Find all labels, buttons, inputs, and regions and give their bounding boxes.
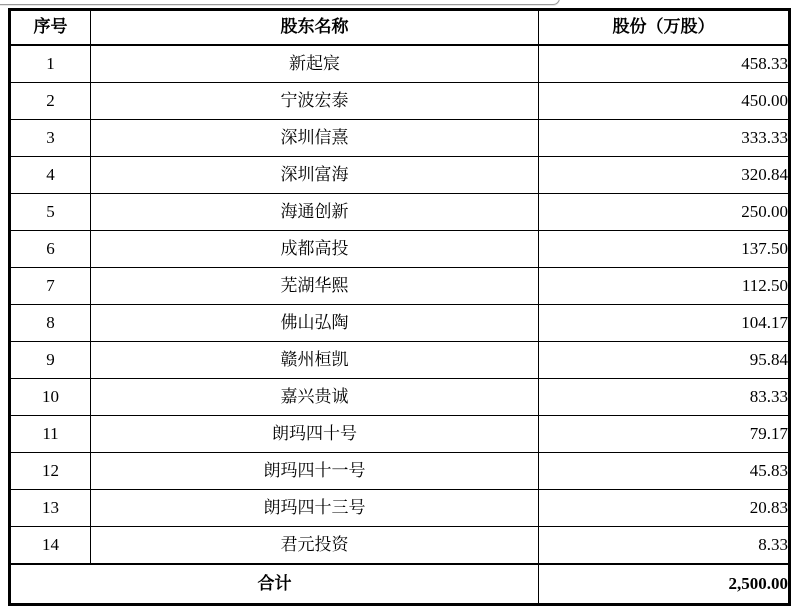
row-no: 8 bbox=[10, 305, 91, 342]
row-shares: 45.83 bbox=[539, 453, 790, 490]
row-shares: 320.84 bbox=[539, 157, 790, 194]
row-name: 新起宸 bbox=[91, 45, 539, 83]
header-cell-name: 股东名称 bbox=[91, 10, 539, 46]
row-no: 7 bbox=[10, 268, 91, 305]
total-label: 合计 bbox=[10, 564, 539, 605]
row-name: 朗玛四十一号 bbox=[91, 453, 539, 490]
table-row bbox=[10, 490, 790, 527]
row-shares: 112.50 bbox=[539, 268, 790, 305]
row-name: 海通创新 bbox=[91, 194, 539, 231]
row-name: 深圳富海 bbox=[91, 157, 539, 194]
table-body bbox=[10, 45, 790, 564]
row-name: 成都高投 bbox=[91, 231, 539, 268]
row-no: 9 bbox=[10, 342, 91, 379]
shareholder-table bbox=[8, 8, 791, 606]
table-row bbox=[10, 231, 790, 268]
row-name: 赣州桓凯 bbox=[91, 342, 539, 379]
header-cell-no: 序号 bbox=[10, 10, 91, 46]
row-no: 1 bbox=[10, 45, 91, 83]
table-row bbox=[10, 83, 790, 120]
table-row bbox=[10, 453, 790, 490]
table-row bbox=[10, 194, 790, 231]
table-row bbox=[10, 379, 790, 416]
table-row bbox=[10, 416, 790, 453]
row-shares: 8.33 bbox=[539, 527, 790, 565]
row-name: 朗玛四十号 bbox=[91, 416, 539, 453]
row-shares: 137.50 bbox=[539, 231, 790, 268]
row-shares: 83.33 bbox=[539, 379, 790, 416]
table-footer bbox=[10, 564, 790, 605]
table-row bbox=[10, 305, 790, 342]
table-row bbox=[10, 268, 790, 305]
total-value: 2,500.00 bbox=[539, 564, 790, 605]
table-row bbox=[10, 527, 790, 565]
row-shares: 458.33 bbox=[539, 45, 790, 83]
row-shares: 104.17 bbox=[539, 305, 790, 342]
row-no: 5 bbox=[10, 194, 91, 231]
row-shares: 95.84 bbox=[539, 342, 790, 379]
row-shares: 250.00 bbox=[539, 194, 790, 231]
table-header bbox=[10, 10, 790, 46]
row-shares: 450.00 bbox=[539, 83, 790, 120]
header-cell-shares: 股份（万股） bbox=[539, 10, 790, 46]
row-name: 君元投资 bbox=[91, 527, 539, 565]
row-shares: 79.17 bbox=[539, 416, 790, 453]
row-name: 佛山弘陶 bbox=[91, 305, 539, 342]
row-no: 13 bbox=[10, 490, 91, 527]
clipped-gray-panel-edge bbox=[0, 0, 560, 5]
row-no: 11 bbox=[10, 416, 91, 453]
row-no: 6 bbox=[10, 231, 91, 268]
row-no: 2 bbox=[10, 83, 91, 120]
row-name: 嘉兴贵诚 bbox=[91, 379, 539, 416]
row-no: 4 bbox=[10, 157, 91, 194]
row-name: 朗玛四十三号 bbox=[91, 490, 539, 527]
row-name: 宁波宏泰 bbox=[91, 83, 539, 120]
table-row bbox=[10, 45, 790, 83]
table-row bbox=[10, 342, 790, 379]
row-no: 14 bbox=[10, 527, 91, 565]
total-row bbox=[10, 564, 790, 605]
header-row bbox=[10, 10, 790, 46]
row-shares: 20.83 bbox=[539, 490, 790, 527]
table-row bbox=[10, 157, 790, 194]
table-row bbox=[10, 120, 790, 157]
row-name: 深圳信熹 bbox=[91, 120, 539, 157]
row-no: 12 bbox=[10, 453, 91, 490]
row-no: 3 bbox=[10, 120, 91, 157]
row-shares: 333.33 bbox=[539, 120, 790, 157]
row-name: 芜湖华熙 bbox=[91, 268, 539, 305]
row-no: 10 bbox=[10, 379, 91, 416]
